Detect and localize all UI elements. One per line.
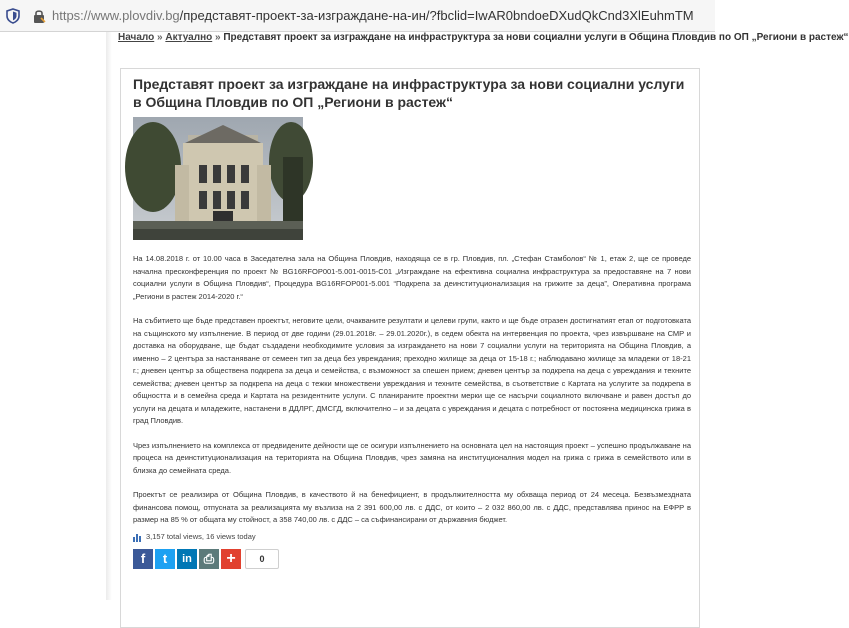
more-share-button[interactable]: + — [221, 549, 241, 569]
print-button[interactable]: ⎙ — [199, 549, 219, 569]
twitter-share-button[interactable]: t — [155, 549, 175, 569]
article-photo[interactable] — [133, 117, 303, 240]
views-text: 3,157 total views, 16 views today — [146, 532, 256, 541]
share-count: 0 — [245, 549, 279, 569]
article-card — [120, 68, 700, 628]
article-title: Представят проект за изграждане на инфраструктура за нови социални услуги в Община Пловдив по ОП „Региони в растеж“ — [133, 76, 685, 110]
lock-icon[interactable] — [32, 8, 46, 24]
article-paragraph: Проектът се реализира от Община Пловдив, в качеството й на бенефициент, в продължителността му обхваща период от 24 месеца. Безвъзмездната финансова помощ, отпусната за реализацията му възлиза на 2 391 600,00 лв. с ДДС, от които – 2 032 860,00 лв. с ДДС, представлява принос на ЕФРР в размер на 85 % от общата му стойност, а 358 740,00 лв. с ДДС – са съфинансирани от държавния бюджет. — [133, 490, 691, 524]
address-bar[interactable] — [0, 0, 715, 32]
shield-icon[interactable] — [6, 8, 20, 24]
facebook-share-button[interactable]: f — [133, 549, 153, 569]
column-shadow — [106, 32, 112, 600]
breadcrumb — [118, 32, 849, 54]
article-paragraph: На събитието ще бъде представен проектът, неговите цели, очакваните резултати и целеви групи, както и ще бъде отразен достигнатият етап от подготовката на същинското му изпълнение. В период от две години (29.01.2018г. – 29.01.2020г.), в седем обекта на интервенция по проекта, чрез извършване на СМР и доставка на оборудване, ще бъдат създадени необходимите условия за изграждането на нови 7 социални услуги на територията на Община Пловдив, а именно – 2 центъра за настаняване от семеен тип за деца без увреждания; преходно жилище за деца от 15-18 г.; наблюдавано жилище за младежи от 18-21 г.; дневен център за обществена подкрепа за деца и семейства, с възможност за спешен прием; дневен център за подкрепа на деца с увреждания и техните семейства; дневен център за подкрепа на деца с тежки множествени увреждания и техните семейства, в съответствие с Картата на услугите за подкрепа в общността и в семейна среда и Картата на резидентните услуги. С планираните проектни мерки ще се насърчи социалното включване и равен достъп до услуги на децата и младежите, настанени в ДДЛРГ, ДМСГД, включително – и за децата с увреждания и децата с потребност от постоянна медицинска грижа в град Пловдив. — [133, 316, 691, 425]
article-paragraph: Чрез изпълнението на комплекса от предвидените дейности ще се осигури изпълнението на основната цел на настоящия проект – успешно продължаване на процеса на деинституционализация на територията на Община Пловдив, чрез замяна на институционалния модел на грижа с грижа в семейството или в близка до семейната среда. — [133, 440, 691, 475]
url-text[interactable] — [52, 8, 712, 24]
breadcrumb-separator: » — [215, 32, 221, 43]
view-counter — [133, 532, 256, 542]
linkedin-share-button[interactable]: in — [177, 549, 197, 569]
url-host: https://www.plovdiv.bg — [52, 8, 180, 23]
breadcrumb-section-link[interactable]: Актуално — [165, 32, 213, 43]
city-hall-image — [133, 117, 303, 240]
page-content — [0, 32, 849, 600]
breadcrumb-current-page: Представят проект за изграждане на инфраструктура за нови социални услуги в Община Пловдив по ОП „Региони в растеж“ — [223, 32, 849, 43]
breadcrumb-home-link[interactable]: Начало — [118, 32, 155, 43]
breadcrumb-separator: » — [157, 32, 163, 43]
bar-chart-icon — [133, 533, 143, 542]
article-paragraph: На 14.08.2018 г. от 10.00 часа в Заседателна зала на Община Пловдив, находяща се в гр. Пловдив, пл. „Стефан Стамболов“ № 1, етаж 2, ще се проведе начална пресконференция по проект № BG16RFOP001-5.001-0015-C01 „Изграждане на ефективна социална инфраструктура за предоставяне на 7 нови социални услуги в Община Пловдив“, Процедура BG16RFOP001-5.001 “Подкрепа за деинституционализация на грижите за деца”, Оперативна програма „Региони в растеж 2014-2020 г.“ — [133, 254, 691, 301]
article-body — [133, 253, 691, 539]
url-path: /представят-проект-за-изграждане-на-ин/?fbclid=IwAR0bndoeDXudQkCnd3XlEuhmTM — [179, 8, 694, 23]
